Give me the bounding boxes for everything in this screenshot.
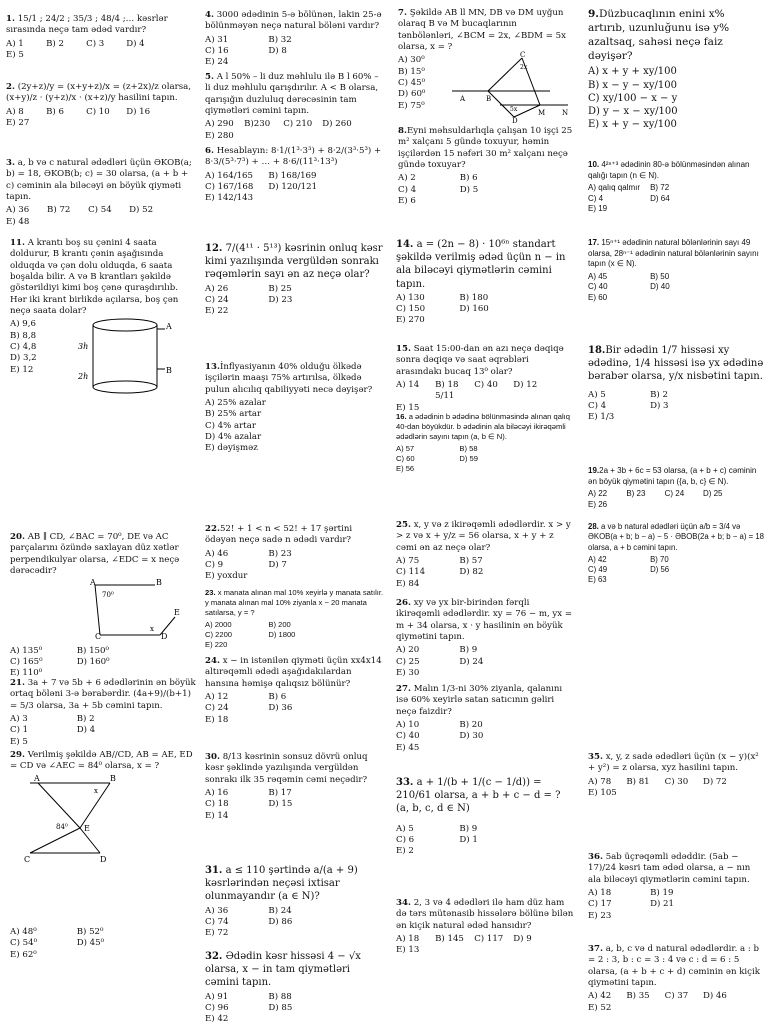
option-d[interactable]: D) 4% azalar [205, 432, 262, 443]
question-15: 15. Saat 15:00-dan ən azı neçə dəqiqə sonra dəqiqə və saat əqrəbləri arasındakı bucaq 13⁰ olar? A) 14 B) 18 5/11 C) 40 D) 12 E) 15 [396, 344, 564, 413]
question-2: 2. (2y+z)/y = (x+y+z)/x = (z+2x)/z olarsa, (x+y)/z · (y+z)/x · (x+z)/y hasilini tapın. A) 8 B) 6 C) 10 D) 16 E) 27 [6, 82, 191, 129]
option-d[interactable]: D) 82 [459, 567, 484, 578]
option-c[interactable]: C) 167/168 [205, 182, 254, 193]
option-b[interactable]: B) 19 [650, 888, 674, 899]
option-a[interactable]: A) 16 [205, 788, 229, 799]
option-e[interactable]: E) 84 [396, 578, 420, 589]
option-a[interactable]: A) 18 [396, 934, 420, 945]
option-b[interactable]: B) 50 [650, 271, 670, 281]
question-11: 11. A krantı boş su çənini 4 saata doldurur, B krantı çənin aşağısında olduqda və çən dolu olduqda, 6 saata boşalda bilir. A və B krantları şəkildə göstərildiyi kimi boş çənə quraşdırılıb. Hər iki krant birlikdə açılarsa, boş çən neçə saata dolar? A) 9,6 B) 8,8 C) 4,8 D) 3,2 E) 12 A B 3h 2h [10, 238, 195, 408]
option-d[interactable]: D) 86 [268, 916, 293, 927]
option-e[interactable]: E) 22 [205, 306, 229, 317]
option-d[interactable]: D) 5 [459, 184, 479, 195]
option-b[interactable]: B) 8,8 [10, 330, 37, 341]
option-b[interactable]: B) 58 [459, 444, 478, 454]
question-23: 23. x manata alınan mal 10% xeyirlə y manata satılır. y manata alınan mal 10% ziyanla x − 20 manata satılarsa, y = ? A) 2000 B) 200 C) 2200 D) 1800 E) 220 [205, 588, 384, 650]
option-c[interactable]: C) 9 [205, 560, 224, 571]
option-e[interactable]: E) 60 [588, 292, 608, 302]
option-d[interactable]: D) 260 [322, 119, 352, 130]
option-d[interactable]: D) 46 [702, 991, 727, 1002]
option-b[interactable]: B) x − y − xy/100 [588, 79, 677, 91]
option-d[interactable]: D) 4 [76, 725, 96, 736]
option-e[interactable]: E) 48 [6, 216, 30, 227]
option-a[interactable]: A) 30⁰ [398, 55, 425, 66]
option-d[interactable]: D) 40 [650, 282, 670, 292]
option-a[interactable]: A) 12 [205, 692, 229, 703]
option-d[interactable]: D) 60⁰ [398, 89, 426, 100]
option-b[interactable]: B) 35 [626, 991, 650, 1002]
option-d[interactable]: D) 56 [650, 565, 670, 575]
option-b[interactable]: B) 25% artar [205, 409, 262, 420]
option-e[interactable]: E) 6 [398, 196, 416, 207]
option-e[interactable]: E) 24 [205, 57, 229, 68]
option-a[interactable]: A) 5 [588, 389, 606, 400]
question-4: 4. 3000 ədədinin 5-ə bölünən, lakin 25-ə bölünməyən neçə natural böləni vardır? A) 31 B) 32 C) 16 D) 8 E) 24 [205, 10, 382, 68]
option-c[interactable]: C) 114 [396, 567, 426, 578]
question-6: 6. Hesablayın: 8·1/(1³·3³) + 8·2/(3³·5³) + 8·3/(5³·7³) + … + 8·6/(11³·13³) A) 164/165 B) 168/169 C) 167/168 D) 120/121 E) 142/143 [205, 146, 382, 204]
option-e[interactable]: E) 105 [588, 788, 617, 799]
option-b[interactable]: B) 6 [459, 173, 478, 184]
svg-text:D: D [161, 632, 168, 642]
option-d[interactable]: D) 30 [459, 731, 484, 742]
option-a[interactable]: A) 75 [396, 556, 420, 567]
option-e[interactable]: E) 110⁰ [10, 668, 43, 679]
question-22: 22.52! + 1 < n < 52! + 17 şərtini ödəyən neçə sadə n ədədi vardır? A) 46 B) 23 C) 9 D) 7 E) yoxdur [205, 524, 353, 582]
option-b[interactable]: B) 88 [268, 991, 292, 1002]
label-a: A [166, 322, 172, 332]
option-c[interactable]: C) 74 [205, 916, 229, 927]
option-c[interactable]: C) 18 [205, 799, 229, 810]
option-b[interactable]: B) 52⁰ [76, 927, 104, 938]
question-34: 34. 2, 3 və 4 ədədləri ilə ham düz ham də tərs mütənasib hissələrə bölünə bilən ən kiçik natural ədəd hansıdır? A) 18 B) 145 C) 117 D) 9 E) 13 [396, 898, 574, 956]
option-d[interactable]: D) 64 [650, 193, 670, 203]
label-2h: 2h [78, 372, 89, 382]
option-d[interactable]: D) 120/121 [268, 182, 318, 193]
option-d[interactable]: D) 36 [268, 703, 293, 714]
option-c[interactable]: C) 4 [588, 193, 604, 203]
option-c[interactable]: C) 4% artar [205, 420, 256, 431]
option-c[interactable]: C) 25 [396, 656, 420, 667]
option-b[interactable]: B) 23 [268, 548, 292, 559]
option-c[interactable]: C) 40 [396, 731, 420, 742]
option-a[interactable]: A) qalıq qalmır [588, 183, 641, 193]
svg-text:B: B [110, 773, 116, 783]
option-e[interactable]: E) 280 [205, 130, 234, 141]
option-c[interactable]: C) 37 [664, 991, 689, 1002]
option-d[interactable]: D) 8 [268, 46, 287, 57]
option-c[interactable]: C) 3 [86, 38, 105, 49]
option-c[interactable]: C) 210 [283, 119, 313, 130]
parallel-figure-20 [10, 577, 180, 642]
option-c[interactable]: C) 40 [474, 380, 498, 391]
option-c[interactable]: C) 10 [86, 106, 110, 117]
option-e[interactable]: E) x + y − xy/100 [588, 119, 677, 131]
option-a[interactable]: A) 290 [205, 119, 234, 130]
option-e[interactable]: E) 14 [205, 810, 229, 821]
option-e[interactable]: E) 72 [205, 928, 229, 939]
option-d[interactable]: D) 160⁰ [76, 657, 110, 668]
svg-text:A: A [34, 773, 40, 783]
question-30: 30. 8/13 kəsrinin sonsuz dövrü onluq kəsr şəklində yazılışında vergüldən sonrakı ilk 35 rəqəmin cəmi neçədir? A) 16 B) 17 C) 18 D) 15 E) 14 [205, 752, 368, 821]
options [6, 39, 191, 62]
option-d[interactable]: D) y − x − xy/100 [588, 106, 678, 117]
option-d[interactable]: D) 16 [126, 106, 151, 117]
option-c[interactable]: C) 49 [588, 565, 608, 575]
option-c[interactable]: C) xy/100 − x − y [588, 92, 678, 104]
option-e[interactable]: E) 1/3 [588, 412, 615, 423]
option-b[interactable]: B) 23 [626, 489, 646, 499]
option-e[interactable]: E) 5 [6, 50, 24, 61]
option-b[interactable]: B) 9 [459, 823, 478, 834]
option-a[interactable]: A) 130 [396, 292, 425, 303]
svg-text:C: C [520, 51, 526, 60]
question-20: 20. AB ∥ CD, ∠BAC = 70⁰, DE və AC parçalarını özündə saxlayan düz xətlər perpendikulyar olarsa, ∠EDC = x neçə dərəcədir? A B C D E 70⁰ x A) 135⁰ B) 150⁰ C) 165⁰ D) 160⁰ E) 110⁰ [10, 532, 180, 679]
option-e[interactable]: E) 27 [6, 118, 30, 129]
option-e[interactable]: E) 56 [396, 464, 415, 474]
option-a[interactable]: A) 31 [205, 34, 229, 45]
question-12: 12. 7/(4¹¹ · 5¹³) kəsrinin onluq kəsr kimi yazılışında vergüldən sonrakı rəqəmlərin sayı ən az neçə olar? A) 26 B) 25 C) 24 D) 23 E) 22 [205, 243, 383, 317]
option-b[interactable]: B)230 [244, 119, 271, 130]
svg-text:70⁰: 70⁰ [102, 591, 114, 600]
option-c[interactable]: C) 16 [205, 46, 229, 57]
option-e[interactable]: E) 2 [396, 846, 414, 857]
option-c[interactable]: C) 24 [664, 489, 685, 499]
option-a[interactable]: A) 45 [588, 271, 608, 281]
svg-text:x: x [150, 625, 154, 634]
option-d[interactable]: D) 12 [513, 380, 538, 391]
parallel-figure-29 [10, 773, 130, 863]
option-c[interactable]: C) 60 [396, 454, 415, 464]
option-b[interactable]: B) 20 [459, 720, 483, 731]
option-e[interactable]: E) yoxdur [205, 571, 248, 582]
question-3: 3. a, b və c natural ədədləri üçün ƏKOB(a; b) = 18, ƏKOB(b; c) = 30 olarsa, (a + b + c) cəminin ala biləcəyi ən böyük qiyməti tapın. A) 36 B) 72 C) 54 D) 52 E) 48 [6, 158, 192, 227]
option-c[interactable]: C) 4 [398, 184, 417, 195]
question-27: 27. Malın 1/3-ni 30% ziyanla, qalanını isə 60% xeyirlə satan satıcının gəliri neçə faizdir? A) 10 B) 20 C) 40 D) 30 E) 45 [396, 684, 563, 753]
option-d[interactable]: D) 85 [268, 1002, 293, 1013]
option-b[interactable]: B) 81 [626, 776, 650, 787]
question-31: 31. a ≤ 110 şərtində a/(a + 9) kəsrlərindən neçəsi ixtisar olunmayandır (a ∈ N)? A) 36 B) 24 C) 74 D) 86 E) 72 [205, 865, 358, 939]
question-36: 36. 5ab üçrəqəmli ədəddir. (5ab − 17)/24 kəsri tam ədəd olarsa, a − nın ala biləcəyi qiymətlərin cəmini tapın. A) 18 B) 19 C) 17 D) 21 E) 23 [588, 852, 751, 921]
question-21: 21. 3a + 7 və 5b + 6 ədədlərinin ən böyük ortaq böləni 3-ə bərabərdir. (4a+9)/(b+1) = 5/3 olarsa, 3a + 5b cəmini tapın. A) 3 B) 2 C) 1 D) 4 E) 5 [10, 678, 196, 747]
option-b[interactable]: B) 57 [459, 556, 483, 567]
option-a[interactable]: A) 46 [205, 548, 229, 559]
question-5: 5. A l 50% – li duz məhlulu ilə B l 60% – li duz məhlulu qarışdırılır. A < B olarsa, qarışığın duzluluq dərəcəsinin tam qiymətləri cəmini tapın. A) 290 B)230 C) 210 D) 260 E) 280 [205, 72, 379, 141]
option-a[interactable]: A) 22 [588, 489, 608, 499]
option-d[interactable]: D) 52 [129, 205, 154, 216]
question-28: 28. a və b natural ədədləri üçün a/b = 3/4 və ƏKOB(a + b; b − a) − 5 · ƏBOB(2a + b; b − a) = 18 olarsa, a + b cəmini tapın. A) 42 B) 70 C) 49 D) 56 E) 63 [588, 522, 764, 585]
option-e[interactable]: E) dəyişməz [205, 443, 258, 454]
option-a[interactable]: A) 135⁰ [10, 645, 43, 656]
option-a[interactable]: A) 26 [205, 283, 229, 294]
option-c[interactable]: C) 54⁰ [10, 938, 38, 949]
option-a[interactable]: A) 164/165 [205, 170, 253, 181]
option-d[interactable]: D) 25 [702, 489, 723, 499]
option-a[interactable]: A) 2000 [205, 620, 232, 630]
svg-text:2x: 2x [520, 64, 528, 72]
option-a[interactable]: A) 9,6 [10, 319, 36, 330]
option-e[interactable]: E) 45 [396, 742, 420, 753]
option-a[interactable]: A) 36 [205, 905, 229, 916]
option-d[interactable]: D) 9 [513, 934, 532, 945]
option-e[interactable]: E) 5 [10, 736, 28, 747]
question-32: 32. Ədədin kəsr hissəsi 4 − √x olarsa, x − in tam qiymətləri cəmini tapın. A) 91 B) 88 C) 96 D) 85 E) 42 [205, 951, 361, 1025]
option-d[interactable]: D) 3 [650, 400, 669, 411]
option-e[interactable]: E) 30 [396, 668, 420, 679]
option-c[interactable]: C) 40 [588, 282, 608, 292]
option-a[interactable]: A) 8 [6, 106, 24, 117]
option-c[interactable]: C) 24 [205, 703, 229, 714]
option-b[interactable]: B) 6 [46, 106, 64, 117]
option-d[interactable]: D) 160 [459, 304, 489, 315]
option-a[interactable]: A) 42 [588, 991, 612, 1002]
option-a[interactable]: A) 42 [588, 554, 607, 564]
option-a[interactable]: A) 14 [396, 380, 420, 391]
option-e[interactable]: E) 13 [396, 945, 420, 956]
option-b[interactable]: B) 72 [47, 205, 71, 216]
option-c[interactable]: C) 30 [664, 776, 689, 787]
question-25: 25. x, y və z ikirəqəmli ədədlərdir. x > y > z və x + y/z = 56 olarsa, x + y + z cəmi ən az neçə olar? A) 75 B) 57 C) 114 D) 82 E) 84 [396, 520, 571, 589]
option-c[interactable]: C) 4,8 [10, 342, 37, 353]
svg-text:D: D [100, 854, 107, 864]
option-b[interactable]: B) 6 [268, 692, 287, 703]
question-26: 26. xy və yx bir-birindən fərqli ikirəqəmli ədədlərdir. xy = 76 − m, yx = m + 34 olarsa, x · y hasilinin ən böyük qiymətini tapın. A) 20 B) 9 C) 25 D) 24 E) 30 [396, 598, 573, 679]
option-e[interactable]: E) 18 [205, 714, 229, 725]
question-37: 37. a, b, c və d natural ədədlərdir. a : b = 2 : 3, b : c = 3 : 4 və c : d = 6 : 5 olarsa, (a + b + c + d) cəminin ən kiçik qiymətini tapın. A) 42 B) 35 C) 37 D) 46 E) 52 [588, 944, 760, 1013]
option-d[interactable]: D) 15 [268, 799, 293, 810]
option-b[interactable]: B) 72 [650, 183, 670, 193]
option-a[interactable]: A) 91 [205, 991, 229, 1002]
svg-text:B: B [156, 578, 162, 588]
question-7: 7. Şəkildə AB ll MN, DB və DM uyğun olaraq B və M bucaqlarının tənbölənləri, ∠BCM = 2x, ∠BDM = 5x olarsa, x = ? A) 30⁰ B) 15⁰ C) 45⁰ D) 60⁰ E) 75⁰ A B C D M N 5x 2x [398, 8, 569, 126]
option-e[interactable]: E) 26 [588, 499, 608, 509]
option-c[interactable]: C) 6 [396, 834, 415, 845]
question-16: 16. a ədədinin b ədədinə bölünməsində alınan qalıq 40-dan böyükdür. b ədədinin ala biləcəyi ikirəqəmli ədədlərin sayını tapın (a, b ∈ N). A) 57 B) 58 C) 60 D) 59 E) 56 [396, 412, 570, 474]
option-b[interactable]: B) 9 [459, 645, 478, 656]
option-d[interactable]: D) 24 [459, 656, 484, 667]
option-d[interactable]: D) 21 [650, 899, 674, 910]
option-e[interactable]: E) 220 [205, 640, 228, 650]
option-a[interactable]: A) 78 [588, 776, 612, 787]
option-b[interactable]: B) 2 [46, 38, 64, 49]
option-e[interactable]: E) 19 [588, 204, 608, 214]
svg-text:A: A [90, 578, 96, 588]
svg-text:C: C [95, 632, 102, 642]
option-c[interactable]: C) 1 [10, 725, 29, 736]
question-9: 9.Düzbucaqlının enini x% artırıb, uzunluğunu isə y% azaltsaq, sahəsi neçə faiz dəyişər? A) x + y + xy/100 B) x − y − xy/100 C) xy/100 − x − y D) y − x − xy/100 E) x + y − xy/100 [588, 8, 764, 148]
option-b[interactable]: B) 150⁰ [76, 645, 109, 656]
option-b[interactable]: B) 24 [268, 905, 292, 916]
question-17: 17. 15ⁿ⁺¹ ədədinin natural bölənlərinin sayı 49 olarsa, 28ⁿ⁻¹ ədədinin natural bölənlərinin sayını tapın (x ∈ N). A) 45 B) 50 C) 40 D) 40 E) 60 [588, 238, 759, 302]
option-e[interactable]: E) 63 [588, 575, 607, 585]
option-b[interactable]: B) 15⁰ [398, 66, 425, 77]
option-c[interactable]: C) 96 [205, 1002, 229, 1013]
option-c[interactable]: C) 24 [205, 294, 229, 305]
question-33: 33. a + 1/(b + 1/(c − 1/d)) = 210/61 olarsa, a + b + c − d = ? (a, b, c, d ∈ N) A) 5 B) 9 C) 6 D) 1 E) 2 [396, 777, 561, 857]
option-d[interactable]: D) 1800 [268, 630, 296, 640]
question-8: 8.Eyni məhsuldarlıqla çalışan 10 işçi 25 m² xalçanı 5 gündə toxuyur, həmin işçilərdən 15 nəfəri 30 m² xalçanı neçə gündə toxuyar? A) 2 B) 6 C) 4 D) 5 E) 6 [398, 126, 573, 207]
svg-text:E: E [174, 608, 180, 618]
option-e[interactable]: E) 12 [10, 364, 34, 375]
option-e[interactable]: E) 75⁰ [398, 100, 425, 111]
option-d[interactable]: D) 3,2 [10, 353, 37, 364]
option-c[interactable]: C) 4 [588, 400, 607, 411]
question-35: 35. x, y, z sadə ədədləri üçün (x − y)(x² + y²) = z olarsa, xyz hasilini tapın. A) 78 B) 81 C) 30 D) 72 E) 105 [588, 752, 759, 799]
option-b[interactable]: B) 2 [650, 389, 668, 400]
option-a[interactable]: A) 1 [6, 38, 24, 49]
svg-text:E: E [84, 823, 90, 833]
option-d[interactable]: D) 1 [459, 834, 478, 845]
question-14: 14. a = (2n − 8) · 10⁶ⁿ standart şəkildə verilmiş ədəd üçün n − in ala biləcəyi qiymətlərin cəmini tapın. A) 130 B) 180 C) 150 D) 160 E) 270 [396, 239, 566, 326]
option-c[interactable]: C) 117 [474, 934, 504, 945]
svg-text:N: N [562, 109, 569, 118]
option-a[interactable]: A) 5 [396, 823, 414, 834]
angle-figure-7 [450, 51, 570, 126]
svg-text:x: x [94, 786, 98, 795]
option-c[interactable]: C) 150 [396, 304, 426, 315]
option-c[interactable]: C) 54 [88, 205, 112, 216]
question-19: 19.2a + 3b + 6c = 53 olarsa, (a + b + c) cəminin ən böyük qiymətini tapın ({a, b, c} ∈ N). A) 22 B) 23 C) 24 D) 25 E) 26 [588, 466, 757, 509]
option-b[interactable]: B) 25 [268, 283, 292, 294]
option-b[interactable]: B) 18 5/11 [435, 380, 459, 402]
option-b[interactable]: B) 70 [650, 554, 669, 564]
svg-text:5x: 5x [510, 106, 518, 114]
option-b[interactable]: B) 32 [268, 34, 292, 45]
option-b[interactable]: B) 145 [435, 934, 464, 945]
question-18: 18.Bir ədədin 1/7 hissəsi xy ədədinə, 1/4 hissəsi isə yx ədədinə bərabər olarsa, y/x nisbətini tapın. A) 5 B) 2 C) 4 D) 3 E) 1/3 [588, 345, 764, 423]
label-3h: 3h [78, 342, 89, 352]
option-e[interactable]: E) 270 [396, 315, 425, 326]
question-29: 29. Verilmiş şəkildə AB//CD, AB = AE, ED = CD və ∠AEC = 84⁰ olarsa, x = ? A B C D E 84⁰ x A) 48⁰ B) 52⁰ C) 54⁰ D) 45⁰ E) 62⁰ [10, 750, 193, 960]
option-b[interactable]: B) 180 [459, 292, 489, 303]
tank-figure [70, 317, 180, 397]
option-e[interactable]: E) 23 [588, 910, 612, 921]
option-d[interactable]: D) 72 [702, 776, 727, 787]
option-d[interactable]: D) 7 [268, 560, 287, 571]
option-d[interactable]: D) 59 [459, 454, 478, 464]
option-c[interactable]: C) 165⁰ [10, 657, 43, 668]
option-b[interactable]: B) 168/169 [268, 170, 317, 181]
option-c[interactable]: C) 2200 [205, 630, 233, 640]
question-13: 13.İnflyasiyanın 40% olduğu ölkədə işçilərin maaşı 75% artırılsa, ölkədə pulun alıcılıq qabiliyyəti necə dəyişər? A) 25% azalar B) 25% artar C) 4% artar D) 4% azalar E) dəyişməz [205, 362, 373, 454]
option-a[interactable]: A) 57 [396, 444, 415, 454]
option-c[interactable]: C) 45⁰ [398, 78, 426, 89]
svg-text:D: D [512, 117, 518, 126]
label-b: B [166, 366, 172, 376]
option-c[interactable]: C) 17 [588, 899, 612, 910]
option-a[interactable]: A) 3 [10, 714, 28, 725]
option-a[interactable]: A) 48⁰ [10, 927, 37, 938]
svg-text:B: B [486, 95, 492, 104]
option-d[interactable]: D) 23 [268, 294, 293, 305]
option-a[interactable]: A) 20 [396, 645, 420, 656]
option-b[interactable]: B) 200 [268, 620, 291, 630]
option-a[interactable]: A) 25% azalar [205, 398, 266, 409]
question-10: 10. 4²ⁿ⁺³ ədədinin 80-ə bölünməsindən alınan qalığı tapın (n ∈ N). A) qalıq qalmır B) 72 C) 4 D) 64 E) 19 [588, 160, 750, 214]
svg-text:84⁰: 84⁰ [56, 822, 68, 831]
option-a[interactable]: A) 36 [6, 205, 30, 216]
option-e[interactable]: E) 142/143 [205, 193, 254, 204]
question-1: 1. 15/1 ; 24/2 ; 35/3 ; 48/4 ;… kəsrlər sırasında neçə tam ədəd vardır? A) 1 B) 2 C) 3 D) 4 E) 5 [6, 14, 191, 72]
option-e[interactable]: E) 15 [396, 402, 420, 413]
option-a[interactable]: A) 2 [398, 173, 416, 184]
svg-text:C: C [24, 854, 31, 864]
option-e[interactable]: E) 52 [588, 1002, 612, 1013]
option-e[interactable]: E) 62⁰ [10, 949, 37, 960]
option-d[interactable]: D) 4 [126, 38, 145, 49]
svg-text:M: M [538, 109, 546, 118]
option-d[interactable]: D) 45⁰ [76, 938, 105, 949]
option-a[interactable]: A) 18 [588, 888, 612, 899]
option-a[interactable]: A) x + y + xy/100 [588, 66, 677, 78]
svg-text:A: A [460, 95, 466, 104]
option-e[interactable]: E) 42 [205, 1014, 229, 1025]
question-24: 24. x − in istənilən qiyməti üçün xx4x14 altırəqəmli ədədi aşağıdakılardan hansına həmişə qalıqsız bölünür? A) 12 B) 6 C) 24 D) 36 E) 18 [205, 656, 382, 725]
option-b[interactable]: B) 2 [76, 714, 95, 725]
option-b[interactable]: B) 17 [268, 788, 292, 799]
option-a[interactable]: A) 10 [396, 720, 420, 731]
